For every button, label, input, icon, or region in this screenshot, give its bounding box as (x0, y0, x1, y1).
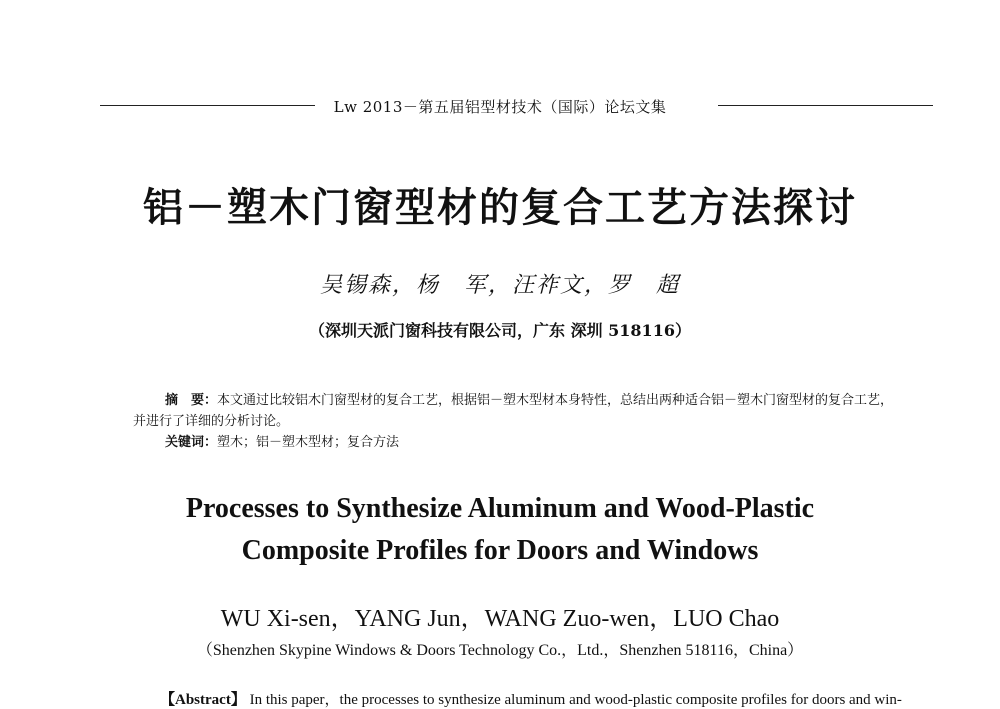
english-affiliation: （Shenzhen Skypine Windows & Doors Technology Co.，Ltd.，Shenzhen 518116，China） (196, 642, 804, 659)
chinese-abstract-block (133, 390, 903, 453)
abstract-text: 本文通过比较铝木门窗型材的复合工艺，根据铝－塑木型材本身特性，总结出两种适合铝－塑木门窗型材的复合工艺，并进行了详细的分析讨论。 (133, 393, 894, 429)
chinese-affiliation: （深圳天派门窗科技有限公司，广东 深圳 518116） (309, 321, 691, 340)
english-title-line-2: Composite Profiles for Doors and Windows (241, 535, 759, 566)
english-abstract-text: In this paper，the processes to synthesize aluminum and wood-plastic composite profiles for doors and win- (249, 692, 902, 708)
english-authors: WU Xi-sen，YANG Jun，WANG Zuo-wen，LUO Chao (220, 606, 780, 632)
chinese-title: 铝－塑木门窗型材的复合工艺方法探讨 (143, 184, 857, 231)
chinese-abstract (133, 390, 903, 432)
abstract-label: 摘 要： (165, 393, 218, 408)
english-title (0, 488, 1000, 572)
english-abstract-label: 【Abstract】 (160, 692, 246, 708)
english-abstract (160, 688, 920, 709)
chinese-keywords (133, 432, 903, 453)
keywords-text: 塑木；铝－塑木型材；复合方法 (217, 435, 400, 450)
english-title-line-1: Processes to Synthesize Aluminum and Wood-Plastic (185, 493, 815, 524)
running-head: Lw 2013－第五届铝型材技术（国际）论坛文集 (0, 96, 1000, 117)
keywords-label: 关键词： (165, 435, 218, 450)
chinese-authors: 吴锡森，杨 军，汪祚文，罗 超 (319, 273, 680, 298)
